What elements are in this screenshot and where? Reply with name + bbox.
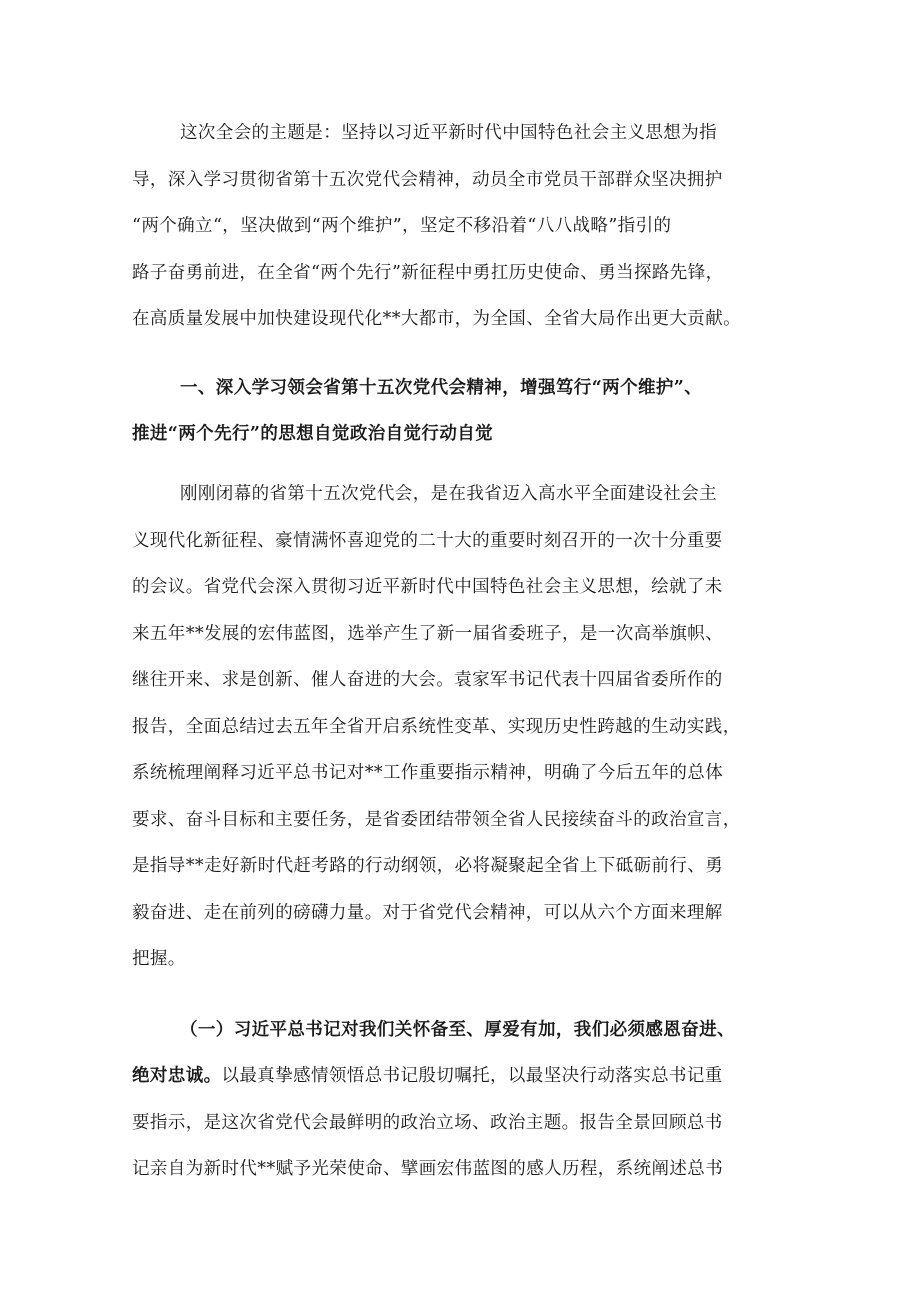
- body-line-7: 系统梳理阐释习近平总书记对**工作重要指示精神，明确了今后五年的总体: [132, 763, 724, 783]
- intro-line-3: “两个确立“，坚决做到“两个维护”，坚定不移沿着“八八战略”指引的: [132, 216, 672, 236]
- body-line-4: 来五年**发展的宏伟蓝图，选举产生了新一届省委班子，是一次高举旗帜、: [132, 624, 724, 644]
- body-line-8: 要求、奋斗目标和主要任务，是省委团结带领全省人民接续奋斗的政治宣言，: [132, 810, 741, 830]
- subsection-line-3: 要指示，是这次省党代会最鲜明的政治立场、政治主题。报告全景回顾总书: [132, 1113, 723, 1133]
- body-line-9: 是指导**走好新时代赶考路的行动纲领，必将凝聚起全省上下砥砺前行、勇: [132, 856, 724, 876]
- body-line-1: 刚刚闭幕的省第十五次党代会，是在我省迈入高水平全面建设社会主: [180, 484, 717, 504]
- body-line-3: 的会议。省党代会深入贯彻习近平新时代中国特色社会主义思想，绘就了未: [132, 577, 723, 597]
- intro-line-2: 导，深入学习贯彻省第十五次党代会精神，动员全市党员干部群众坚决拥护: [132, 170, 723, 190]
- body-line-2: 义现代化新征程、豪情满怀喜迎党的二十大的重要时刻召开的一次十分重要: [132, 531, 723, 551]
- subsection-heading-line-2: 绝对忠诚。: [132, 1066, 222, 1086]
- subsection-line-4: 记亲自为新时代**赋予光荣使命、擘画宏伟蓝图的感人历程，系统阐述总书: [132, 1159, 724, 1179]
- subsection-line-2-rest: 以最真挚感情领悟总书记殷切嘱托，以最坚决行动落实总书记重: [221, 1066, 723, 1086]
- subsection-line-2: [132, 1064, 723, 1088]
- body-line-5: 继往开来、求是创新、催人奋进的大会。袁家军书记代表十四届省委所作的: [132, 670, 723, 690]
- intro-line-1: 这次全会的主题是：坚持以习近平新时代中国特色社会主义思想为指: [180, 123, 717, 143]
- section-heading-line-2: 推进“两个先行”的思想自觉政治自觉行动自觉: [132, 424, 494, 444]
- body-line-11: 把握。: [132, 949, 186, 969]
- subsection-heading-line-1: （一）习近平总书记对我们关怀备至、厚爱有加，我们必须感恩奋进、: [180, 1020, 735, 1040]
- body-line-10: 毅奋进、走在前列的磅礴力量。对于省党代会精神，可以从六个方面来理解: [132, 903, 723, 923]
- intro-line-4: 路子奋勇前进，在全省“两个先行”新征程中勇扛历史使命、勇当探路先锋，: [132, 263, 724, 283]
- intro-line-5: 在高质量发展中加快建设现代化**大都市，为全国、全省大局作出更大贡献。: [132, 309, 741, 329]
- body-line-6: 报告，全面总结过去五年全省开启系统性变革、实现历史性跨越的生动实践，: [132, 717, 741, 737]
- section-heading-line-1: 一、深入学习领会省第十五次党代会精神，增强笃行“两个维护”、: [180, 378, 703, 398]
